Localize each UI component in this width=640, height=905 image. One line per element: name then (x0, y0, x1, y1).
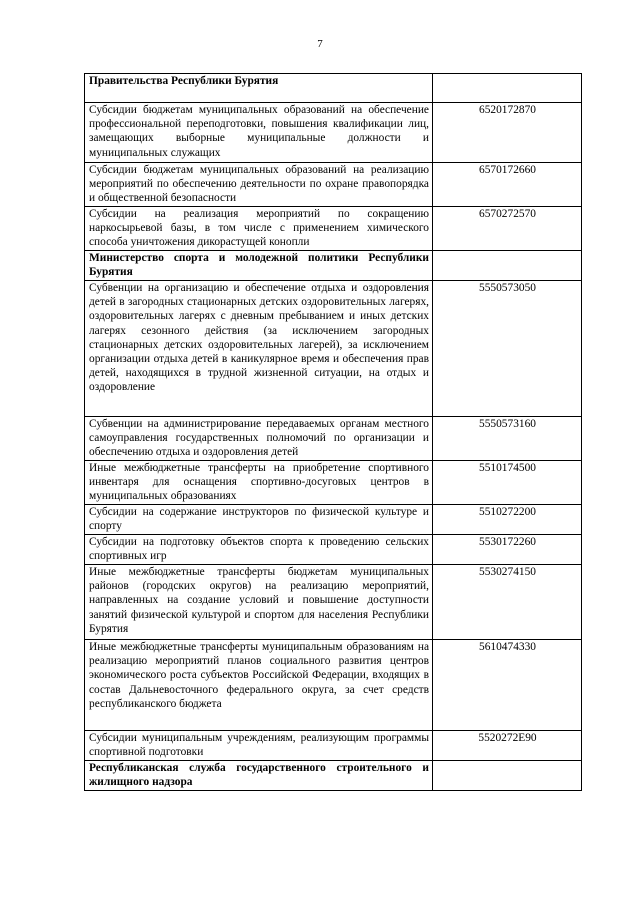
table-row (85, 461, 582, 505)
row-code: 6570172660 (433, 163, 582, 207)
row-name: Субвенции на организацию и обеспечение отдыха и оздоровления детей в загородных стационарных детских оздоровительных лагерях, оздоровительных лагерях с дневным пребыванием и иных детских лагерях сезонного действия (за исключением загородных стационарных детских оздоровительных лагерей), за исключением организации отдыха детей в каникулярное время и обеспечения прав детей, находящихся в трудной жизненной ситуации, на отдых и оздоровление (85, 281, 433, 417)
table-row (85, 731, 582, 761)
row-code (433, 761, 582, 791)
row-code: 5530172260 (433, 535, 582, 565)
row-name: Субсидии на подготовку объектов спорта к проведению сельских спортивных игр (85, 535, 433, 565)
row-name: Республиканская служба государственного строительного и жилищного надзора (85, 761, 433, 791)
table-row (85, 761, 582, 791)
row-name: Иные межбюджетные трансферты муниципальным образованиям на реализацию мероприятий планов социального развития центров экономического роста субъектов Российской Федерации, входящих в состав Дальневосточного федерального округа, за счет средств республиканского бюджета (85, 640, 433, 731)
row-name: Субсидии муниципальным учреждениям, реализующим программы спортивной подготовки (85, 731, 433, 761)
row-name: Иные межбюджетные трансферты бюджетам муниципальных районов (городских округов) на реализацию мероприятий, направленных на создание условий и повышение доступности занятий физической культурой и спортом для населения Республики Бурятия (85, 565, 433, 640)
row-name: Иные межбюджетные трансферты на приобретение спортивного инвентаря для оснащения спортивно-досуговых центров в муниципальных образованиях (85, 461, 433, 505)
row-code: 5610474330 (433, 640, 582, 731)
page-number: 7 (317, 38, 323, 50)
table-row (85, 640, 582, 731)
row-code: 5510272200 (433, 505, 582, 535)
table-row (85, 163, 582, 207)
table-row (85, 417, 582, 461)
row-name: Субсидии бюджетам муниципальных образований на обеспечение профессиональной переподготовки, повышения квалификации лиц, замещающих выборные муниципальные должности и муниципальных служащих (85, 103, 433, 163)
row-code: 5550573050 (433, 281, 582, 417)
table-row (85, 74, 582, 103)
budget-classification-table (84, 73, 582, 791)
table-row (85, 505, 582, 535)
table-row (85, 251, 582, 281)
row-code: 5520272Е90 (433, 731, 582, 761)
table-row (85, 103, 582, 163)
row-name: Субсидии на содержание инструкторов по физической культуре и спорту (85, 505, 433, 535)
row-code (433, 251, 582, 281)
row-name: Правительства Республики Бурятия (85, 74, 433, 103)
row-name: Субсидии бюджетам муниципальных образований на реализацию мероприятий по обеспечению деятельности по охране правопорядка и общественной безопасности (85, 163, 433, 207)
row-code: 5550573160 (433, 417, 582, 461)
row-code (433, 74, 582, 103)
row-name: Субвенции на администрирование передаваемых органам местного самоуправления государственных полномочий по организации и обеспечению отдыха и оздоровления детей (85, 417, 433, 461)
row-code: 6520172870 (433, 103, 582, 163)
table-row (85, 281, 582, 417)
row-code: 5510174500 (433, 461, 582, 505)
table-row (85, 565, 582, 640)
table-row (85, 207, 582, 251)
table-row (85, 535, 582, 565)
row-name: Министерство спорта и молодежной политики Республики Бурятия (85, 251, 433, 281)
row-code: 5530274150 (433, 565, 582, 640)
row-name: Субсидии на реализация мероприятий по сокращению наркосырьевой базы, в том числе с применением химического способа уничтожения дикорастущей конопли (85, 207, 433, 251)
row-code: 6570272570 (433, 207, 582, 251)
